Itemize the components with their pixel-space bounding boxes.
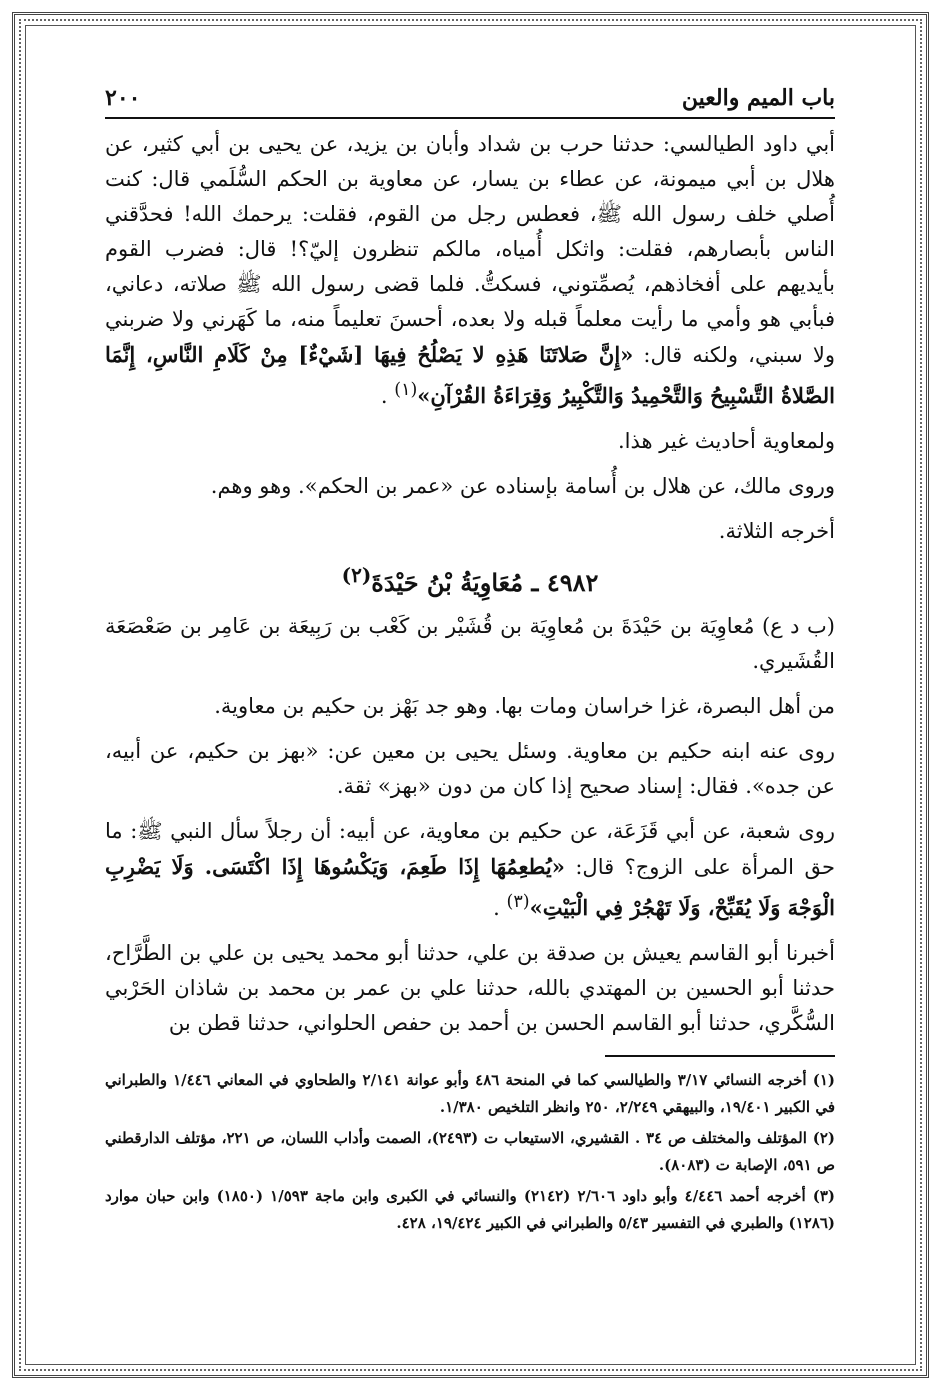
hadith-quote-1: «إِنَّ صَلاتَنَا هَذِهِ لا يَصْلُحُ فِيهَا [شَيْءٌ] مِنْ كَلَامِ النَّاسِ، إِنَّمَا الصَّلاةُ التَّسْبِيحُ وَالتَّحْمِيدُ وَالتَّكْبِيرُ وَقِرَاءَةُ القُرْآنِ» [105,342,835,408]
footnote-ref-3: (٣) [506,892,530,912]
entry-title-text: ٤٩٨٢ ـ مُعَاوِيَةُ بْنُ حَيْدَةَ [371,568,599,597]
paragraph-1 [105,127,835,414]
paragraph-1-text: أبي داود الطيالسي: حدثنا حرب بن شداد وأبان بن يزيد، عن يحيى بن أبي كثير، عن هلال بن أبي ميمونة، عن عطاء بن يسار، عن معاوية بن الحكم السُّلَمي قال: كنت أُصلي خلف رسول الله ﷺ، فعطس رجل من القوم، فقلت: يرحمك الله! فحدَّقني الناس بأبصارهم، فقلت: واثكل أُمياه، مالكم تنظرون إليّ؟! قال: فضرب القوم بأيديهم على أفخاذهم، يُصمِّتوني، فسكتُّ. فلما قضى رسول الله ﷺ صلاته، دعاني، فبأبي هو وأمي ما رأيت معلماً قبله ولا بعده، أحسنَ تعليماً منه، ما كَهَرني ولا ضربني ولا سبني، ولكنه قال: [105,132,835,367]
paragraph-6: من أهل البصرة، غزا خراسان ومات بها. وهو جد بَهْز بن حكيم بن معاوية. [214,694,835,718]
footnote-separator [605,1055,835,1057]
page-content [105,85,835,1355]
paragraph-8-end: . [493,896,500,920]
paragraph-8 [105,814,835,926]
footnotes [105,1067,835,1237]
hadith-quote-2: «يُطعِمُهَا إِذَا طَعِمَ، وَيَكْسُوهَا إِذَا اكْتَسَى. وَلَا يَضْرِبِ الْوَجْهَ وَلَا يُقَبِّحْ، وَلَا تَهْجُرْ فِي الْبَيْتِ» [105,854,835,920]
footnote-ref-1: (١) [394,380,418,400]
entry-heading [105,563,835,597]
paragraph-5: (ب د ع) مُعاوِيَة بن حَيْدَةَ بن مُعاوِيَة بن قُشَيْر بن كَعْب بن رَبِيعَة بن عَامِر بن صَعْصَعَة القُشَيري. [105,614,835,673]
paragraph-3: وروى مالك، عن هلال بن أُسامة بإسناده عن «عمر بن الحكم». وهو وهم. [210,474,835,498]
footnote-2: (٢) المؤتلف والمختلف ص ٣٤ . القشيري، الاستيعاب ت (٢٤٩٣)، الصمت وأداب اللسان، ص ٢٢١، مؤتلف الدارقطني ص ٥٩١، الإصابة ت (٨٠٨٣). [105,1129,835,1174]
running-title: باب الميم والعين [681,85,835,111]
paragraph-1-end: . [380,384,388,408]
footnote-3: (٣) أخرجه أحمد ٤/٤٤٦ وأبو داود ٢/٦٠٦ (٢١٤٢) والنسائي في الكبرى وابن ماجة ١/٥٩٣ (١٨٥٠) وابن حبان موارد (١٢٨٦) والطبري في التفسير ٥/٤٣ والطبراني في الكبير ١٩/٤٢٤، ٤٢٨. [105,1187,835,1232]
paragraph-8-text: روى شعبة، عن أبي قَزَعَة، عن حكيم بن معاوية، عن أبيه: أن رجلاً سأل النبي ﷺ: ما حق المرأة على الزوج؟ قال: [105,819,835,879]
paragraph-9: أخبرنا أبو القاسم يعيش بن صدقة بن علي، حدثنا أبو محمد يحيى بن علي بن الطَّرَّاح، حدثنا أبو الحسين بن المهتدي بالله، حدثنا علي بن عمر بن محمد بن شاذان الحَرْبي السُّكَّري، حدثنا أبو القاسم الحسن بن أحمد بن حفص الحلواني، حدثنا قطن بن [105,941,835,1035]
footnote-ref-2: (٢) [341,563,372,587]
paragraph-4: أخرجه الثلاثة. [718,519,835,543]
page-number: ٢٠٠ [105,85,141,111]
paragraph-2: ولمعاوية أحاديث غير هذا. [617,429,835,453]
footnote-1: (١) أخرجه النسائي ٣/١٧ والطيالسي كما في المنحة ٤٨٦ وأبو عوانة ٢/١٤١ والطحاوي في المعاني ١/٤٤٦ والطبراني في الكبير ١٩/٤٠١، والبيهقي ٢/٢٤٩، ٢٥٠ وانظر التلخيص ١/٣٨٠. [105,1071,836,1116]
paragraph-7: روى عنه ابنه حكيم بن معاوية. وسئل يحيى بن معين عن: «بهز بن حكيم، عن أبيه، عن جده». فقال: إسناد صحيح إذا كان من دون «بهز» ثقة. [105,739,835,798]
page-header [105,85,835,119]
